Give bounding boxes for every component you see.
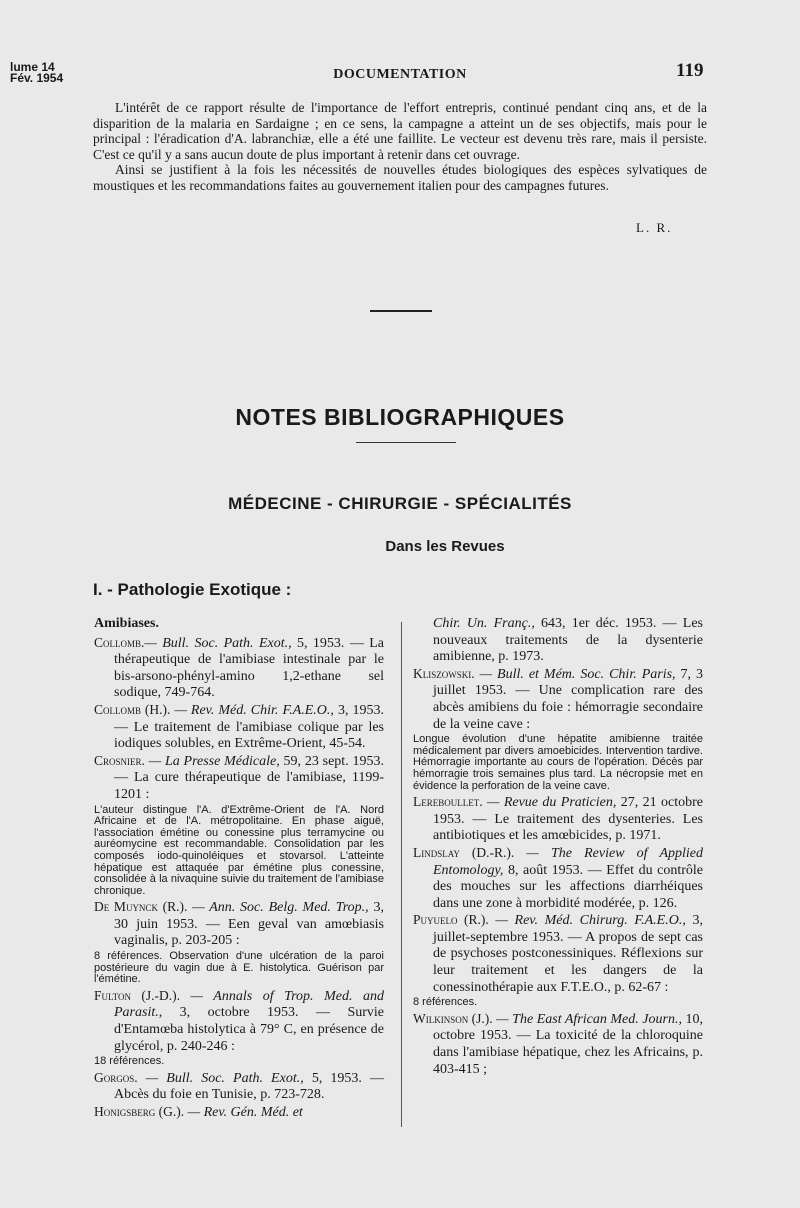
bib-entry bbox=[94, 988, 384, 1055]
bib-entry bbox=[413, 912, 703, 996]
entry-journal: — Rev. Méd. Chirurg. F.A.E.O., bbox=[488, 913, 686, 929]
entry-journal: — Bull. Soc. Path. Exot., bbox=[137, 1070, 304, 1086]
bib-entry bbox=[94, 635, 384, 702]
bib-entry-continuation bbox=[413, 616, 703, 666]
entry-journal: — La Presse Médicale, bbox=[144, 753, 280, 769]
running-header: DOCUMENTATION bbox=[333, 67, 467, 82]
entry-journal: — Annals of Trop. Med. and Parasit., bbox=[114, 988, 384, 1021]
entry-note: Longue évolution d'une hépatite amibienne traitée médicalement par divers amoebicides. Intervention tardive. Hémorragie importante au cours de l'opération. Décès par hémorragie trois semaines plus tard. La nécropsie met en évidence la perforation de la veine cave. bbox=[413, 733, 703, 792]
entry-author: Honigsberg (G.). bbox=[94, 1104, 185, 1119]
bib-entry bbox=[94, 899, 384, 950]
entry-journal: — Ann. Soc. Belg. Med. Trop., bbox=[187, 900, 369, 916]
entry-journal: — Rev. Gén. Méd. et bbox=[184, 1105, 303, 1120]
entry-author: De Muynck (R.). bbox=[94, 899, 188, 915]
entry-text: 27, 21 octobre 1953. — Le traitement des dysenteries. Les antibiotiques et les amœbicides, p. 1971. bbox=[433, 795, 703, 844]
signature: L. R. bbox=[636, 220, 673, 235]
entry-journal: Chir. Un. Franç., bbox=[433, 616, 535, 631]
entry-note: 8 références. Observation d'une ulcération de la paroi postérieure du vagin due à E. histolytica. Guérison par l'émétine. bbox=[94, 950, 384, 986]
entry-author: Crosnier. bbox=[94, 752, 145, 768]
entry-author: Gorgos. bbox=[94, 1069, 138, 1085]
entry-text: 8, août 1953. — Effet du contrôle des mouches sur les affections diarrhéiques dans une zone à morbidité modérée, p. 126. bbox=[433, 862, 703, 911]
subhead-amibiases: Amibiases. bbox=[94, 616, 159, 631]
volume-label: lume 14 bbox=[10, 60, 55, 74]
entry-text: 10, octobre 1953. — La toxicité de la chloroquine dans l'amibiase hépatique, chez les Africains, p. 403-415 ; bbox=[433, 1011, 704, 1077]
entry-author: Collomb (H.). bbox=[94, 701, 171, 717]
entry-journal: — Revue du Praticien, bbox=[482, 795, 617, 811]
entry-journal: — Bull. Soc. Path. Exot., bbox=[144, 635, 292, 651]
entry-note: 8 références. bbox=[413, 996, 478, 1009]
bib-entry bbox=[94, 1104, 384, 1122]
entry-journal: — The Review of Applied Entomology, bbox=[433, 845, 703, 878]
page-number: 119 bbox=[676, 60, 704, 81]
intro-text bbox=[93, 100, 707, 193]
bib-entry bbox=[94, 702, 384, 753]
entry-author: Lindslay (D.-R.). bbox=[413, 844, 515, 860]
intro-paragraph-2: Ainsi se justifient à la fois les nécessités de nouvelles études biologiques des espèces sylvatiques de moustiques et les recommandations faites au gouvernement italien pour des campagnes futures. bbox=[93, 162, 707, 193]
date-label: Fév. 1954 bbox=[10, 71, 64, 85]
bib-entry bbox=[413, 1011, 703, 1078]
entry-author: Wilkinson (J.). bbox=[413, 1010, 493, 1026]
entry-text: 59, 23 sept. 1953. — La cure thérapeutique de l'amibiase, 1199-1201 : bbox=[114, 753, 384, 802]
entry-author: Kliszowski. bbox=[413, 665, 475, 681]
bib-entry bbox=[94, 753, 384, 804]
intro-paragraph-1: L'intérêt de ce rapport résulte de l'importance de l'effort entrepris, continué pendant cinq ans, et de la disparition de la malaria en Sardaigne ; en ce sens, la campagne a atteint un de ses objectifs, mais pour le principal : l'éradication d'A. labranchiæ, elle a été une faillite. Le vecteur est devenu très rare, mais il persiste. C'est ce qu'il y a sans aucun doute de plus important à retenir dans cet ouvrage. bbox=[93, 100, 707, 162]
entry-text: 3, 1953. — Le traitement de l'amibiase colique par les iodiques solubles, en Extrême-Orient, 45-54. bbox=[114, 702, 384, 752]
entry-author: Lereboullet. bbox=[413, 794, 483, 810]
bib-entry bbox=[413, 794, 703, 845]
main-title: NOTES BIBLIOGRAPHIQUES bbox=[235, 404, 565, 430]
bib-entry bbox=[94, 1070, 384, 1104]
entry-journal: — Bull. et Mém. Soc. Chir. Paris, bbox=[474, 666, 676, 682]
entry-author: Puyuelo (R.). bbox=[413, 912, 489, 928]
section-title: MÉDECINE - CHIRURGIE - SPÉCIALITÉS bbox=[228, 494, 572, 513]
entry-text: 5, 1953. — Abcès du foie en Tunisie, p. 723-728. bbox=[114, 1070, 385, 1103]
entry-text: 643, 1er déc. 1953. — Les nouveaux traitements de la dysenterie amibienne, p. 1973. bbox=[433, 616, 703, 665]
right-column bbox=[413, 616, 703, 1078]
title-underline bbox=[356, 442, 456, 443]
entry-author: Fulton (J.-D.). bbox=[94, 987, 181, 1003]
left-column bbox=[94, 616, 384, 1122]
entry-text: 3, 30 juin 1953. — Een geval van amœbiasis vaginalis, p. 203-205 : bbox=[114, 900, 384, 949]
entry-text: 7, 3 juillet 1953. — Une complication rare des abcès amibiens du foie : hémorragie secondaire de la veine cave : bbox=[433, 666, 704, 732]
separator-rule bbox=[370, 310, 432, 312]
column-divider bbox=[401, 622, 402, 1127]
entry-text: 3, octobre 1953. — Survie d'Entamœba histolytica à 79° C, en présence de glycérol, p. 240-246 : bbox=[114, 1005, 384, 1054]
bib-entry bbox=[413, 845, 703, 912]
entry-journal: — The East African Med. Journ., bbox=[492, 1011, 682, 1027]
entry-note: L'auteur distingue l'A. d'Extrême-Orient de l'A. Nord Africaine et de l'A. métropolitaine. En phase aiguë, l'association émétine ou conessine plus terramycine ou auréomycine est recommandable. Consolidation par les composés iodo-quinoléiques et stovarsol. L'atteinte hépatique est attaquée par émétine plus conessine, consolidée à la nivaquine suivie du traitement de l'amibiase chronique. bbox=[94, 803, 384, 897]
subsection-title: Dans les Revues bbox=[385, 538, 505, 555]
entry-text: 5, 1953. — La thérapeutique de l'amibiase intestinale par le bis-arsono-phényl-amino 1,2-ethane sel sodique, 749-764. bbox=[114, 635, 384, 701]
bib-entry bbox=[413, 666, 703, 733]
entry-journal: — Rev. Méd. Chir. F.A.E.O., bbox=[170, 702, 334, 718]
part-title: I. - Pathologie Exotique : bbox=[93, 580, 292, 599]
entry-note: 18 références. bbox=[94, 1055, 165, 1068]
entry-text: 3, juillet-septembre 1953. — A propos de sept cas de psychoses postconessiniques. Réflexions sur leur traitement et les dangers de la conessinothérapie aux F.T.E.O., p. 62-67 : bbox=[433, 913, 704, 995]
entry-author: Collomb. bbox=[94, 634, 145, 650]
